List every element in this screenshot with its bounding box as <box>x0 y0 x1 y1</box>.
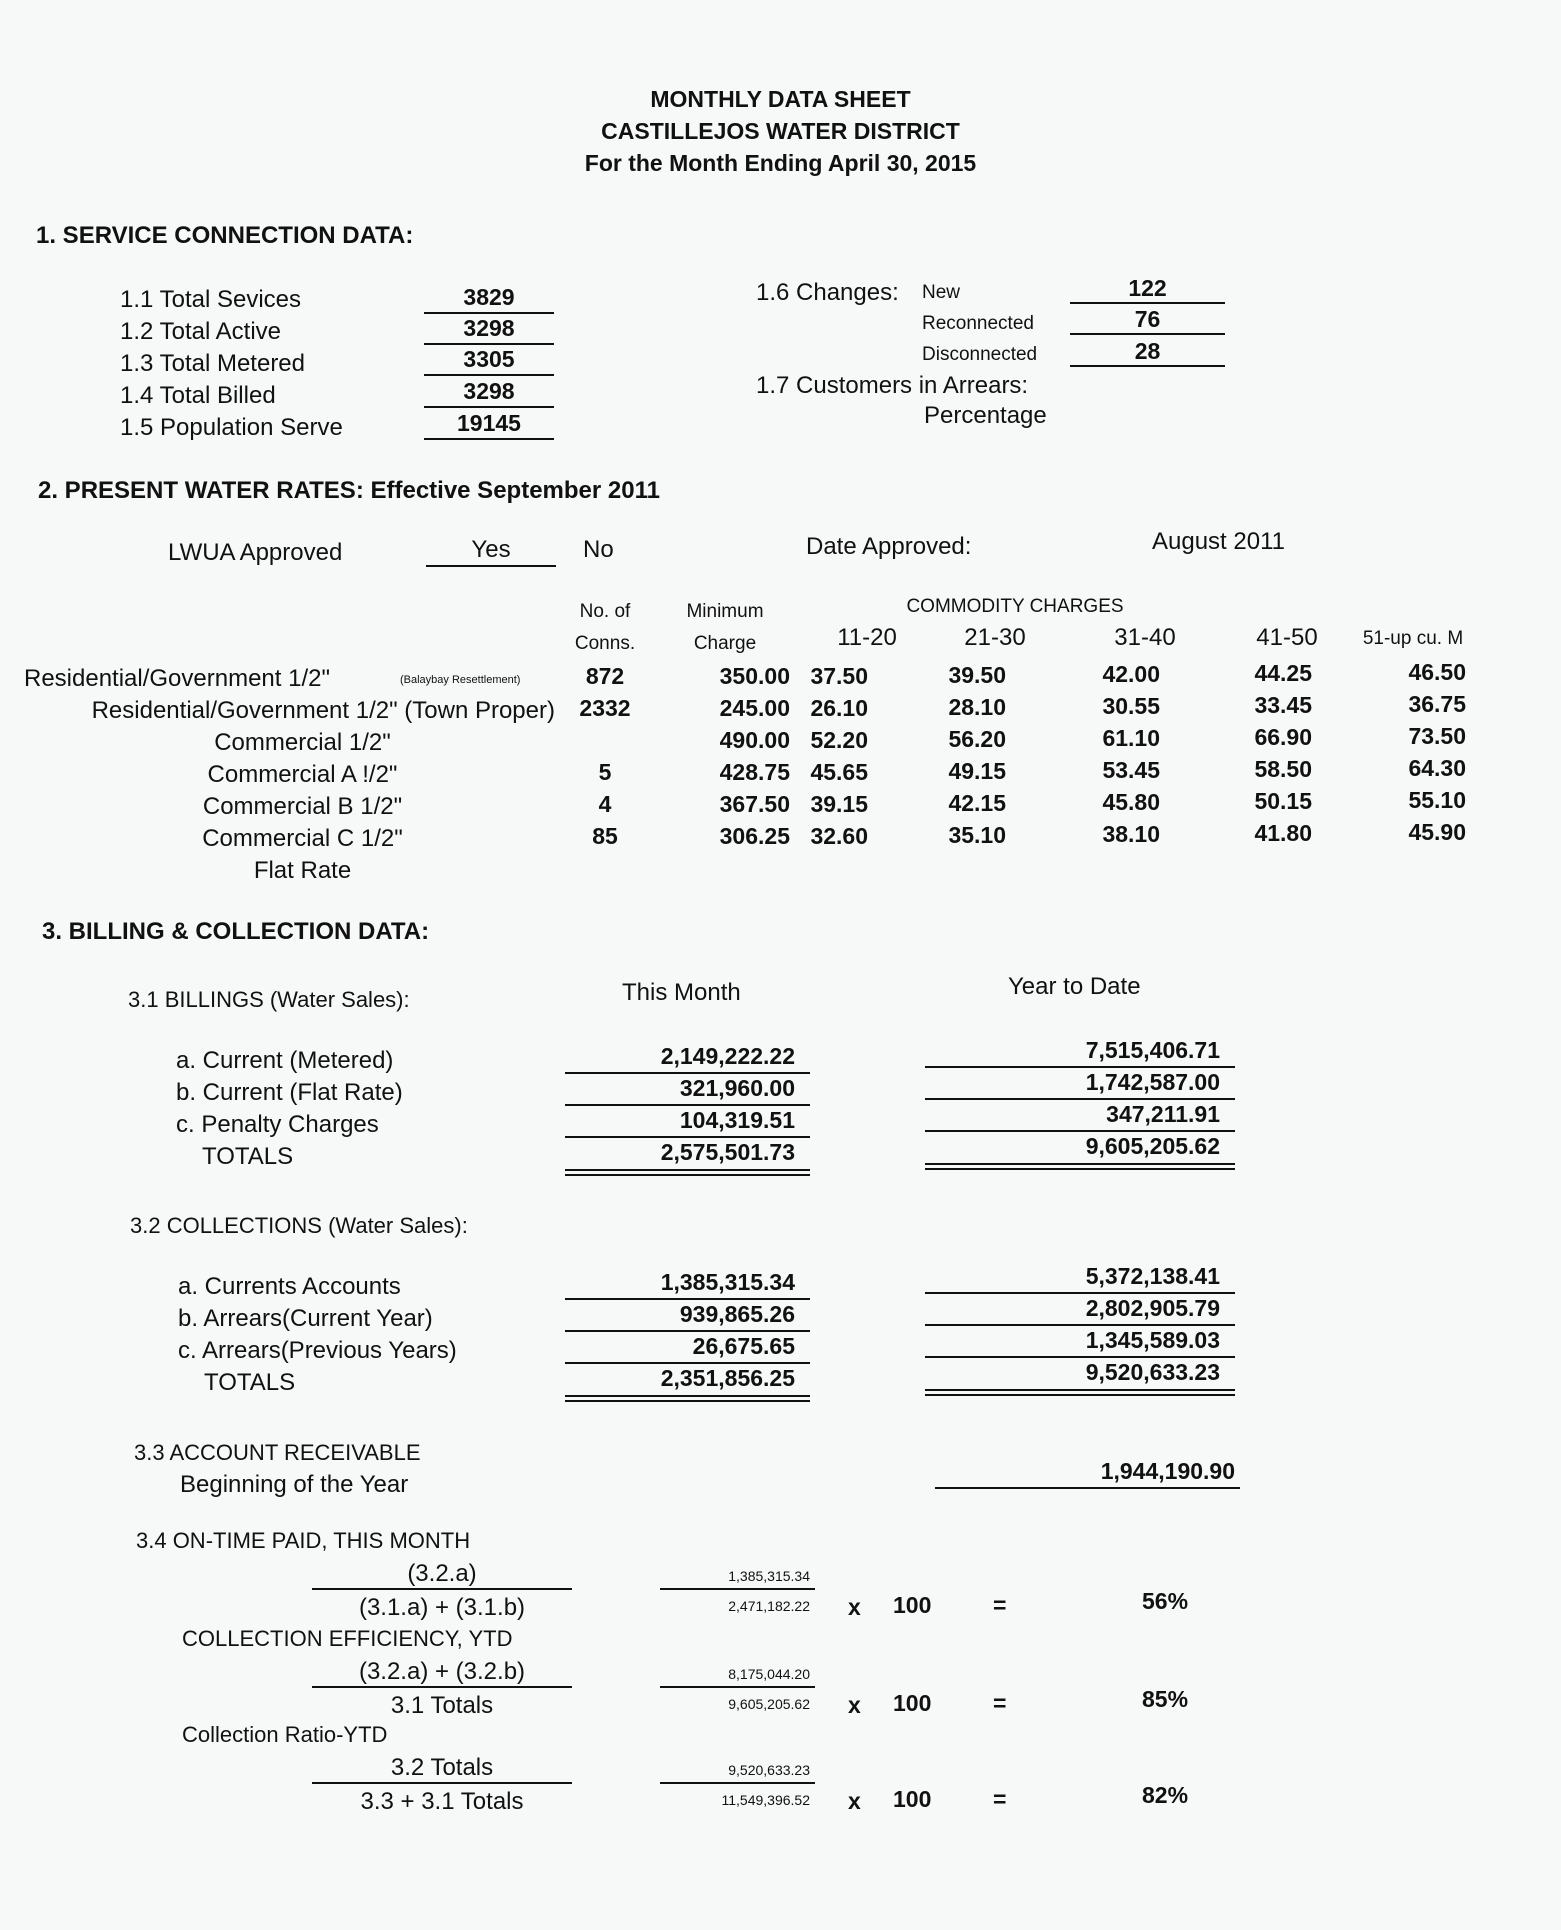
rate-row-charge: 50.15 <box>1254 788 1312 814</box>
ratio-result: 85% <box>1142 1686 1189 1712</box>
multiply-sign: x <box>848 1788 861 1814</box>
rate-row-conns: 2332 <box>579 695 631 721</box>
year-to-date-value: 9,605,205.62 <box>1085 1133 1220 1159</box>
ratio-numerator-value: 9,520,633.23 <box>728 1762 810 1778</box>
rate-row-charge: 52.20 <box>810 727 868 753</box>
double-underline <box>925 1163 1235 1170</box>
equals-sign: = <box>993 1786 1007 1812</box>
section-3-heading: 3. BILLING & COLLECTION DATA: <box>42 918 430 945</box>
double-underline <box>925 1389 1235 1396</box>
billings-label: 3.1 BILLINGS (Water Sales): <box>128 987 410 1012</box>
fraction-bar <box>312 1588 572 1590</box>
rate-row-charge: 73.50 <box>1408 723 1466 749</box>
year-to-date-value: 2,802,905.79 <box>1085 1295 1220 1321</box>
receivable-sub-label: Beginning of the Year <box>180 1471 409 1498</box>
commodity-charges-heading: COMMODITY CHARGES <box>906 596 1124 617</box>
rate-row-charge: 61.10 <box>1102 725 1160 751</box>
rate-row-charge: 41.80 <box>1254 820 1312 846</box>
underline <box>925 1292 1235 1294</box>
changes-new-value: 122 <box>1128 275 1167 301</box>
this-month-value: 939,865.26 <box>679 1301 795 1327</box>
double-underline <box>565 1395 810 1402</box>
year-to-date-value: 1,345,589.03 <box>1085 1327 1220 1353</box>
multiply-sign: x <box>848 1692 861 1718</box>
hundred-value: 100 <box>893 1786 932 1812</box>
underline <box>925 1356 1235 1358</box>
ratio-numerator: 3.2 Totals <box>390 1754 494 1781</box>
underline <box>426 565 556 567</box>
rate-row-charge: 49.15 <box>948 758 1006 784</box>
fraction-bar <box>660 1782 815 1784</box>
bracket-header: 31-40 <box>1114 624 1176 651</box>
percentage-label: Percentage <box>924 402 1047 429</box>
ratio-result: 82% <box>1142 1782 1189 1808</box>
rate-row-charge: 35.10 <box>948 822 1006 848</box>
bracket-header: 51-up cu. M <box>1362 628 1464 649</box>
fraction-bar <box>660 1686 815 1688</box>
lwua-no: No <box>583 536 614 563</box>
lwua-approved-label: LWUA Approved <box>168 539 343 566</box>
rate-row-charge: 28.10 <box>948 694 1006 720</box>
underline <box>424 406 554 408</box>
rate-row-min-charge: 490.00 <box>719 727 790 753</box>
year-to-date-value: 5,372,138.41 <box>1085 1263 1220 1289</box>
year-to-date-value: 9,520,633.23 <box>1085 1359 1220 1385</box>
year-to-date-value: 347,211.91 <box>1106 1101 1220 1127</box>
col-head-min-1: Minimum <box>686 601 764 622</box>
rate-row-min-charge: 306.25 <box>719 823 790 849</box>
ratio-denominator-value: 11,549,396.52 <box>721 1792 810 1808</box>
bracket-header: 41-50 <box>1256 624 1318 651</box>
population-label: 1.5 Population Serve <box>120 414 343 441</box>
ratio-denominator: (3.1.a) + (3.1.b) <box>358 1594 526 1621</box>
underline <box>424 438 554 440</box>
rate-row-min-charge: 428.75 <box>719 759 790 785</box>
total-metered-value: 3305 <box>463 346 515 372</box>
rate-row-name: Commercial B 1/2" <box>202 793 403 820</box>
underline <box>1070 333 1225 335</box>
ratio-numerator-value: 8,175,044.20 <box>728 1666 810 1682</box>
year-to-date-value: 7,515,406.71 <box>1085 1037 1220 1063</box>
rate-row-name: Residential/Government 1/2" <box>23 665 330 692</box>
line-item-label: c. Penalty Charges <box>176 1111 379 1138</box>
ratio-numerator: (3.2.a) <box>407 1560 477 1587</box>
sheet-title: MONTHLY DATA SHEET <box>650 86 911 112</box>
ratio-numerator: (3.2.a) + (3.2.b) <box>358 1658 526 1685</box>
underline <box>424 343 554 345</box>
changes-label: 1.6 Changes: <box>756 279 899 306</box>
district-name: CASTILLEJOS WATER DISTRICT <box>601 118 960 144</box>
rate-row-charge: 66.90 <box>1254 724 1312 750</box>
rate-row-name: Commercial C 1/2" <box>202 825 403 852</box>
fraction-bar <box>312 1782 572 1784</box>
changes-disconnected-value: 28 <box>1134 338 1161 364</box>
section-2-heading: 2. PRESENT WATER RATES: Effective September 2011 <box>38 477 660 504</box>
ratio-title: Collection Ratio-YTD <box>182 1722 388 1747</box>
changes-reconnected-label: Reconnected <box>922 313 1034 334</box>
rate-row-charge: 39.50 <box>948 662 1006 688</box>
ratio-numerator-value: 1,385,315.34 <box>728 1568 810 1584</box>
total-active-value: 3298 <box>463 315 515 341</box>
ratio-denominator-value: 9,605,205.62 <box>728 1696 810 1712</box>
rate-row-min-charge: 245.00 <box>719 695 790 721</box>
total-billed-value: 3298 <box>463 378 515 404</box>
fraction-bar <box>312 1686 572 1688</box>
underline <box>925 1130 1235 1132</box>
rate-row-charge: 45.90 <box>1408 819 1466 845</box>
underline <box>565 1136 810 1138</box>
this-month-value: 2,351,856.25 <box>660 1365 795 1391</box>
this-month-value: 321,960.00 <box>679 1075 795 1101</box>
total-services-value: 3829 <box>463 284 515 310</box>
double-underline <box>565 1169 810 1176</box>
changes-new-label: New <box>922 282 961 303</box>
totals-label: TOTALS <box>202 1143 294 1170</box>
receivable-value: 1,944,190.90 <box>1100 1458 1235 1484</box>
underline <box>565 1072 810 1074</box>
rate-row-charge: 56.20 <box>948 726 1006 752</box>
this-month-value: 2,149,222.22 <box>660 1043 795 1069</box>
underline <box>565 1298 810 1300</box>
underline <box>565 1362 810 1364</box>
line-item-label: c. Arrears(Previous Years) <box>178 1337 457 1364</box>
underline <box>424 374 554 376</box>
rate-row-charge: 44.25 <box>1254 660 1312 686</box>
rate-row-name: Flat Rate <box>253 857 352 884</box>
col-head-min-2: Charge <box>693 633 757 654</box>
total-services-label: 1.1 Total Sevices <box>120 286 301 313</box>
underline <box>935 1487 1240 1489</box>
rate-row-name: Commercial 1/2" <box>214 729 391 756</box>
rate-row-charge: 32.60 <box>810 823 868 849</box>
date-approved-value: August 2011 <box>1152 528 1285 555</box>
this-month-value: 1,385,315.34 <box>660 1269 795 1295</box>
line-item-label: a. Current (Metered) <box>176 1047 394 1074</box>
rate-row-conns: 4 <box>598 791 612 817</box>
total-active-label: 1.2 Total Active <box>120 318 281 345</box>
underline <box>424 312 554 314</box>
fraction-bar <box>660 1588 815 1590</box>
rate-row-conns: 5 <box>598 759 612 785</box>
rate-row-charge: 53.45 <box>1102 757 1160 783</box>
rate-row-charge: 26.10 <box>810 695 868 721</box>
multiply-sign: x <box>848 1594 861 1620</box>
equals-sign: = <box>993 1690 1007 1716</box>
rate-row-note: (Balaybay Resettlement) <box>400 674 521 686</box>
ratio-result: 56% <box>1142 1588 1189 1614</box>
rate-row-charge: 38.10 <box>1102 821 1160 847</box>
ratio-title: COLLECTION EFFICIENCY, YTD <box>182 1626 513 1651</box>
date-approved-label: Date Approved: <box>806 533 972 560</box>
rate-row-charge: 46.50 <box>1408 659 1466 685</box>
ratio-denominator: 3.1 Totals <box>390 1692 494 1719</box>
col-head-conns-1: No. of <box>579 601 631 622</box>
rate-row-charge: 37.50 <box>810 663 868 689</box>
rate-row-charge: 45.65 <box>810 759 868 785</box>
bracket-header: 21-30 <box>964 624 1026 651</box>
rate-row-charge: 33.45 <box>1254 692 1312 718</box>
lwua-yes: Yes <box>471 536 511 563</box>
arrears-label: 1.7 Customers in Arrears: <box>756 372 1029 399</box>
population-value: 19145 <box>457 410 521 436</box>
receivable-label: 3.3 ACCOUNT RECEIVABLE <box>134 1440 421 1465</box>
total-metered-label: 1.3 Total Metered <box>120 350 306 377</box>
this-month-value: 26,675.65 <box>692 1333 795 1359</box>
underline <box>565 1330 810 1332</box>
rate-row-name: Commercial A !/2" <box>207 761 398 788</box>
rate-row-charge: 45.80 <box>1102 789 1160 815</box>
hundred-value: 100 <box>893 1690 932 1716</box>
rate-row-name: Residential/Government 1/2" (Town Proper) <box>91 697 555 724</box>
col-this-month: This Month <box>622 979 741 1006</box>
rate-row-conns: 85 <box>592 823 618 849</box>
ratio-denominator-value: 2,471,182.22 <box>728 1598 810 1614</box>
ratio-title: 3.4 ON-TIME PAID, THIS MONTH <box>136 1528 471 1553</box>
rate-row-charge: 30.55 <box>1102 693 1160 719</box>
period-label: For the Month Ending April 30, 2015 <box>584 150 977 176</box>
totals-label: TOTALS <box>204 1369 296 1396</box>
underline <box>1070 302 1225 304</box>
bracket-header: 11-20 <box>837 624 897 651</box>
underline <box>925 1324 1235 1326</box>
rate-row-min-charge: 350.00 <box>719 663 790 689</box>
rate-row-charge: 42.15 <box>948 790 1006 816</box>
rate-row-charge: 42.00 <box>1102 661 1160 687</box>
rate-row-min-charge: 367.50 <box>719 791 790 817</box>
total-billed-label: 1.4 Total Billed <box>120 382 276 409</box>
line-item-label: b. Current (Flat Rate) <box>176 1079 403 1106</box>
rate-row-charge: 36.75 <box>1408 691 1466 717</box>
col-year-to-date: Year to Date <box>1008 973 1141 1000</box>
ratio-denominator: 3.3 + 3.1 Totals <box>360 1788 524 1815</box>
collections-label: 3.2 COLLECTIONS (Water Sales): <box>130 1213 468 1238</box>
line-item-label: b. Arrears(Current Year) <box>178 1305 433 1332</box>
underline <box>1070 365 1225 367</box>
this-month-value: 104,319.51 <box>679 1107 795 1133</box>
underline <box>565 1104 810 1106</box>
equals-sign: = <box>993 1592 1007 1618</box>
rate-row-charge: 55.10 <box>1408 787 1466 813</box>
line-item-label: a. Currents Accounts <box>178 1273 401 1300</box>
rate-row-charge: 64.30 <box>1408 755 1466 781</box>
changes-reconnected-value: 76 <box>1134 306 1161 332</box>
underline <box>925 1066 1235 1068</box>
underline <box>925 1098 1235 1100</box>
rate-row-conns: 872 <box>585 663 625 689</box>
changes-disconnected-label: Disconnected <box>922 344 1038 365</box>
rate-row-charge: 39.15 <box>810 791 868 817</box>
section-1-heading: 1. SERVICE CONNECTION DATA: <box>36 222 414 249</box>
rate-row-charge: 58.50 <box>1254 756 1312 782</box>
hundred-value: 100 <box>893 1592 932 1618</box>
year-to-date-value: 1,742,587.00 <box>1085 1069 1220 1095</box>
col-head-conns-2: Conns. <box>574 633 636 654</box>
this-month-value: 2,575,501.73 <box>660 1139 795 1165</box>
